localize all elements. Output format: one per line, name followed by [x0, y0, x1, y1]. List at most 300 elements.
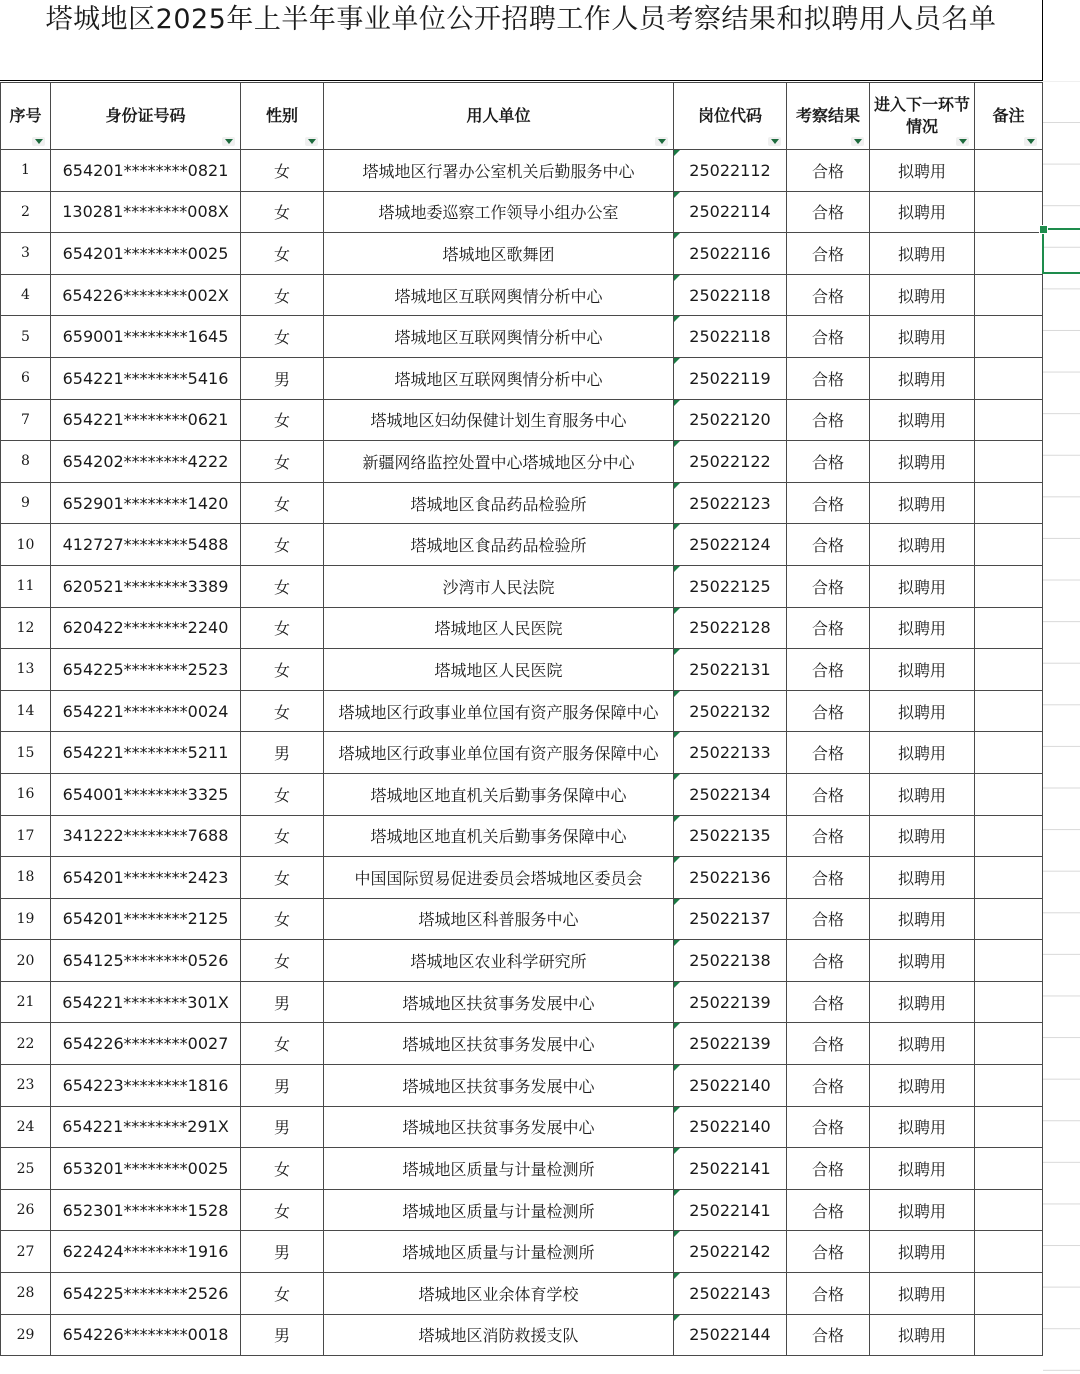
cell-id-number[interactable]: 654221********0024	[51, 690, 241, 732]
cell-gender[interactable]: 女	[241, 649, 324, 691]
table-row	[1, 690, 1043, 732]
cell-result[interactable]: 合格	[787, 233, 870, 275]
cell-next-step[interactable]: 拟聘用	[870, 1189, 975, 1231]
cell-result[interactable]: 合格	[787, 607, 870, 649]
cell-remarks[interactable]	[975, 357, 1043, 399]
cell-next-step[interactable]: 拟聘用	[870, 898, 975, 940]
cell-gender[interactable]: 男	[241, 732, 324, 774]
cell-gender[interactable]: 男	[241, 1065, 324, 1107]
cell-position-code[interactable]: 25022118	[674, 316, 787, 358]
table-row	[1, 441, 1043, 483]
cell-index[interactable]: 23	[1, 1065, 51, 1107]
cell-next-step[interactable]: 拟聘用	[870, 441, 975, 483]
cell-gender[interactable]: 女	[241, 1148, 324, 1190]
cell-employer[interactable]: 塔城地区扶贫事务发展中心	[324, 1106, 674, 1148]
cell-remarks[interactable]	[975, 1023, 1043, 1065]
cell-id-number[interactable]: 654225********2526	[51, 1273, 241, 1315]
cell-result[interactable]: 合格	[787, 773, 870, 815]
cell-next-step[interactable]: 拟聘用	[870, 607, 975, 649]
cell-id-number[interactable]: 654125********0526	[51, 940, 241, 982]
cell-gender[interactable]: 女	[241, 1023, 324, 1065]
cell-result[interactable]: 合格	[787, 1231, 870, 1273]
cell-position-code[interactable]: 25022116	[674, 233, 787, 275]
header-id-number[interactable]: 身份证号码	[51, 83, 241, 150]
cell-position-code[interactable]: 25022140	[674, 1106, 787, 1148]
cell-remarks[interactable]	[975, 441, 1043, 483]
cell-result[interactable]: 合格	[787, 316, 870, 358]
cell-id-number[interactable]: 654221********0621	[51, 399, 241, 441]
cell-employer[interactable]: 塔城地区妇幼保健计划生育服务中心	[324, 399, 674, 441]
cell-id-number[interactable]: 654225********2523	[51, 649, 241, 691]
cell-remarks[interactable]	[975, 1106, 1043, 1148]
cell-employer[interactable]: 塔城地区人民医院	[324, 607, 674, 649]
cell-index[interactable]: 6	[1, 357, 51, 399]
cell-position-code[interactable]: 25022118	[674, 274, 787, 316]
table-row	[1, 399, 1043, 441]
cell-id-number[interactable]: 654226********0018	[51, 1314, 241, 1356]
cell-position-code[interactable]: 25022112	[674, 150, 787, 192]
cell-id-number[interactable]: 341222********7688	[51, 815, 241, 857]
cell-id-number[interactable]: 654226********0027	[51, 1023, 241, 1065]
cell-index[interactable]: 20	[1, 940, 51, 982]
cell-remarks[interactable]	[975, 690, 1043, 732]
cell-position-code[interactable]: 25022131	[674, 649, 787, 691]
cell-employer[interactable]: 塔城地区互联网舆情分析中心	[324, 274, 674, 316]
number-as-text-indicator	[674, 732, 680, 738]
cell-gender[interactable]: 女	[241, 274, 324, 316]
cell-next-step[interactable]: 拟聘用	[870, 690, 975, 732]
cell-gender[interactable]: 男	[241, 1314, 324, 1356]
cell-id-number[interactable]: 654221********301X	[51, 981, 241, 1023]
cell-gender[interactable]: 男	[241, 1106, 324, 1148]
table-row	[1, 815, 1043, 857]
cell-employer[interactable]: 塔城地区质量与计量检测所	[324, 1189, 674, 1231]
filter-dropdown-icon[interactable]	[956, 137, 969, 146]
cell-next-step[interactable]: 拟聘用	[870, 482, 975, 524]
cell-index[interactable]: 1	[1, 150, 51, 192]
cell-remarks[interactable]	[975, 482, 1043, 524]
cell-id-number[interactable]: 654202********4222	[51, 441, 241, 483]
table-row	[1, 1023, 1043, 1065]
table-row	[1, 1106, 1043, 1148]
cell-employer[interactable]: 塔城地区地直机关后勤事务保障中心	[324, 815, 674, 857]
cell-remarks[interactable]	[975, 1189, 1043, 1231]
table-row	[1, 233, 1043, 275]
results-table	[0, 82, 1043, 1356]
number-as-text-indicator	[674, 857, 680, 863]
cell-next-step[interactable]: 拟聘用	[870, 150, 975, 192]
cell-employer[interactable]: 塔城地区行政事业单位国有资产服务保障中心	[324, 690, 674, 732]
cell-employer[interactable]: 新疆网络监控处置中心塔城地区分中心	[324, 441, 674, 483]
cell-result[interactable]: 合格	[787, 150, 870, 192]
filter-dropdown-icon[interactable]	[768, 137, 781, 146]
cell-id-number[interactable]: 654201********2423	[51, 857, 241, 899]
cell-employer[interactable]: 塔城地区人民医院	[324, 649, 674, 691]
cell-gender[interactable]: 男	[241, 981, 324, 1023]
cell-remarks[interactable]	[975, 732, 1043, 774]
cell-remarks[interactable]	[975, 1273, 1043, 1315]
table-row	[1, 1231, 1043, 1273]
cell-result[interactable]: 合格	[787, 940, 870, 982]
cell-position-code[interactable]: 25022134	[674, 773, 787, 815]
cell-result[interactable]: 合格	[787, 857, 870, 899]
cell-index[interactable]: 11	[1, 565, 51, 607]
cell-index[interactable]: 28	[1, 1273, 51, 1315]
header-position-code[interactable]: 岗位代码	[674, 83, 787, 150]
cell-remarks[interactable]	[975, 274, 1043, 316]
number-as-text-indicator	[674, 483, 680, 489]
cell-remarks[interactable]	[975, 857, 1043, 899]
number-as-text-indicator	[674, 192, 680, 198]
cell-position-code[interactable]: 25022123	[674, 482, 787, 524]
cell-index[interactable]: 12	[1, 607, 51, 649]
cell-index[interactable]: 9	[1, 482, 51, 524]
cell-next-step[interactable]: 拟聘用	[870, 815, 975, 857]
cell-index[interactable]: 10	[1, 524, 51, 566]
cell-result[interactable]: 合格	[787, 690, 870, 732]
cell-employer[interactable]: 塔城地区扶贫事务发展中心	[324, 1023, 674, 1065]
cell-employer[interactable]: 塔城地区质量与计量检测所	[324, 1231, 674, 1273]
cell-remarks[interactable]	[975, 607, 1043, 649]
cell-id-number[interactable]: 652901********1420	[51, 482, 241, 524]
cell-next-step[interactable]: 拟聘用	[870, 940, 975, 982]
cell-id-number[interactable]: 412727********5488	[51, 524, 241, 566]
cell-next-step[interactable]: 拟聘用	[870, 1273, 975, 1315]
cell-id-number[interactable]: 654223********1816	[51, 1065, 241, 1107]
cell-gender[interactable]: 女	[241, 191, 324, 233]
cell-gender[interactable]: 女	[241, 773, 324, 815]
cell-remarks[interactable]	[975, 649, 1043, 691]
cell-gender[interactable]: 女	[241, 607, 324, 649]
table-row	[1, 1065, 1043, 1107]
cell-result[interactable]: 合格	[787, 441, 870, 483]
cell-index[interactable]: 16	[1, 773, 51, 815]
cell-id-number[interactable]: 653201********0025	[51, 1148, 241, 1190]
cell-index[interactable]: 13	[1, 649, 51, 691]
header-row	[1, 83, 1043, 150]
table-row	[1, 1314, 1043, 1356]
cell-next-step[interactable]: 拟聘用	[870, 357, 975, 399]
cell-position-code[interactable]: 25022125	[674, 565, 787, 607]
cell-employer[interactable]: 塔城地区食品药品检验所	[324, 524, 674, 566]
header-remarks[interactable]: 备注	[975, 83, 1043, 150]
cell-result[interactable]: 合格	[787, 815, 870, 857]
cell-remarks[interactable]	[975, 1148, 1043, 1190]
cell-id-number[interactable]: 130281********008X	[51, 191, 241, 233]
filter-dropdown-icon[interactable]	[32, 137, 45, 146]
cell-position-code[interactable]: 25022122	[674, 441, 787, 483]
cell-result[interactable]: 合格	[787, 1148, 870, 1190]
table-row	[1, 732, 1043, 774]
cell-result[interactable]: 合格	[787, 898, 870, 940]
table-row	[1, 274, 1043, 316]
number-as-text-indicator	[674, 1273, 680, 1279]
header-next-step[interactable]: 进入下一环节情况	[870, 83, 975, 150]
cell-remarks[interactable]	[975, 940, 1043, 982]
table-row	[1, 357, 1043, 399]
cell-position-code[interactable]: 25022141	[674, 1189, 787, 1231]
cell-remarks[interactable]	[975, 399, 1043, 441]
cell-index[interactable]: 7	[1, 399, 51, 441]
cell-gender[interactable]: 女	[241, 150, 324, 192]
cell-index[interactable]: 27	[1, 1231, 51, 1273]
cell-result[interactable]: 合格	[787, 191, 870, 233]
cell-next-step[interactable]: 拟聘用	[870, 1023, 975, 1065]
cell-index[interactable]: 18	[1, 857, 51, 899]
filter-dropdown-icon[interactable]	[305, 137, 318, 146]
cell-result[interactable]: 合格	[787, 732, 870, 774]
cell-gender[interactable]: 女	[241, 1189, 324, 1231]
cell-employer[interactable]: 塔城地区互联网舆情分析中心	[324, 357, 674, 399]
cell-gender[interactable]: 女	[241, 399, 324, 441]
cell-position-code[interactable]: 25022114	[674, 191, 787, 233]
cell-employer[interactable]: 塔城地区行政事业单位国有资产服务保障中心	[324, 732, 674, 774]
cell-gender[interactable]: 女	[241, 898, 324, 940]
cell-id-number[interactable]: 622424********1916	[51, 1231, 241, 1273]
cell-position-code[interactable]: 25022133	[674, 732, 787, 774]
cell-position-code[interactable]: 25022132	[674, 690, 787, 732]
number-as-text-indicator	[674, 1190, 680, 1196]
cell-id-number[interactable]: 620422********2240	[51, 607, 241, 649]
cell-next-step[interactable]: 拟聘用	[870, 1148, 975, 1190]
table-row	[1, 482, 1043, 524]
cell-next-step[interactable]: 拟聘用	[870, 524, 975, 566]
number-as-text-indicator	[674, 1315, 680, 1321]
cell-index[interactable]: 8	[1, 441, 51, 483]
cell-id-number[interactable]: 620521********3389	[51, 565, 241, 607]
cell-position-code[interactable]: 25022144	[674, 1314, 787, 1356]
table-row	[1, 524, 1043, 566]
cell-next-step[interactable]: 拟聘用	[870, 732, 975, 774]
header-result[interactable]: 考察结果	[787, 83, 870, 150]
cell-position-code[interactable]: 25022136	[674, 857, 787, 899]
cell-index[interactable]: 22	[1, 1023, 51, 1065]
cell-id-number[interactable]: 654221********291X	[51, 1106, 241, 1148]
filter-dropdown-icon[interactable]	[851, 137, 864, 146]
cell-index[interactable]: 2	[1, 191, 51, 233]
cell-gender[interactable]: 女	[241, 524, 324, 566]
number-as-text-indicator	[674, 1231, 680, 1237]
cell-position-code[interactable]: 25022139	[674, 1023, 787, 1065]
cell-index[interactable]: 19	[1, 898, 51, 940]
cell-next-step[interactable]: 拟聘用	[870, 857, 975, 899]
table-row	[1, 1273, 1043, 1315]
cell-id-number[interactable]: 654201********2125	[51, 898, 241, 940]
cell-next-step[interactable]: 拟聘用	[870, 1314, 975, 1356]
cell-index[interactable]: 3	[1, 233, 51, 275]
cell-index[interactable]: 17	[1, 815, 51, 857]
cell-next-step[interactable]: 拟聘用	[870, 191, 975, 233]
cell-position-code[interactable]: 25022137	[674, 898, 787, 940]
cell-next-step[interactable]: 拟聘用	[870, 399, 975, 441]
cell-employer[interactable]: 沙湾市人民法院	[324, 565, 674, 607]
cell-next-step[interactable]: 拟聘用	[870, 773, 975, 815]
cell-next-step[interactable]: 拟聘用	[870, 1065, 975, 1107]
cell-position-code[interactable]: 25022119	[674, 357, 787, 399]
cell-result[interactable]: 合格	[787, 1189, 870, 1231]
number-as-text-indicator	[674, 566, 680, 572]
cell-remarks[interactable]	[975, 565, 1043, 607]
number-as-text-indicator	[674, 524, 680, 530]
cell-employer[interactable]: 塔城地区质量与计量检测所	[324, 1148, 674, 1190]
cell-result[interactable]: 合格	[787, 565, 870, 607]
cell-employer[interactable]: 塔城地区歌舞团	[324, 233, 674, 275]
cell-gender[interactable]: 女	[241, 690, 324, 732]
cell-id-number[interactable]: 654221********5416	[51, 357, 241, 399]
header-gender[interactable]: 性别	[241, 83, 324, 150]
number-as-text-indicator	[674, 316, 680, 322]
header-index[interactable]: 序号	[1, 83, 51, 150]
cell-index[interactable]: 4	[1, 274, 51, 316]
sheet-title: 塔城地区2025年上半年事业单位公开招聘工作人员考察结果和拟聘用人员名单	[0, 0, 1043, 81]
cell-result[interactable]: 合格	[787, 1314, 870, 1356]
cell-next-step[interactable]: 拟聘用	[870, 274, 975, 316]
cell-next-step[interactable]: 拟聘用	[870, 981, 975, 1023]
number-as-text-indicator	[674, 940, 680, 946]
number-as-text-indicator	[674, 899, 680, 905]
cell-next-step[interactable]: 拟聘用	[870, 316, 975, 358]
cell-remarks[interactable]	[975, 815, 1043, 857]
cell-index[interactable]: 21	[1, 981, 51, 1023]
cell-remarks[interactable]	[975, 524, 1043, 566]
cell-next-step[interactable]: 拟聘用	[870, 649, 975, 691]
number-as-text-indicator	[674, 441, 680, 447]
cell-remarks[interactable]	[975, 1314, 1043, 1356]
number-as-text-indicator	[674, 691, 680, 697]
table-row	[1, 898, 1043, 940]
cell-result[interactable]: 合格	[787, 399, 870, 441]
number-as-text-indicator	[674, 1023, 680, 1029]
filter-dropdown-icon[interactable]	[655, 137, 668, 146]
cell-id-number[interactable]: 654201********0025	[51, 233, 241, 275]
cell-next-step[interactable]: 拟聘用	[870, 1231, 975, 1273]
cell-position-code[interactable]: 25022120	[674, 399, 787, 441]
number-as-text-indicator	[674, 233, 680, 239]
cell-result[interactable]: 合格	[787, 274, 870, 316]
table-row	[1, 565, 1043, 607]
cell-remarks[interactable]	[975, 233, 1043, 275]
cell-employer[interactable]: 塔城地区地直机关后勤事务保障中心	[324, 773, 674, 815]
cell-position-code[interactable]: 25022135	[674, 815, 787, 857]
cell-position-code[interactable]: 25022142	[674, 1231, 787, 1273]
cell-remarks[interactable]	[975, 316, 1043, 358]
cell-employer[interactable]: 塔城地区扶贫事务发展中心	[324, 981, 674, 1023]
cell-remarks[interactable]	[975, 981, 1043, 1023]
filter-dropdown-icon[interactable]	[222, 137, 235, 146]
cell-result[interactable]: 合格	[787, 1106, 870, 1148]
cell-employer[interactable]: 塔城地委巡察工作领导小组办公室	[324, 191, 674, 233]
cell-id-number[interactable]: 654201********0821	[51, 150, 241, 192]
cell-index[interactable]: 24	[1, 1106, 51, 1148]
table-row	[1, 1148, 1043, 1190]
cell-gender[interactable]: 女	[241, 565, 324, 607]
cell-employer[interactable]: 塔城地区业余体育学校	[324, 1273, 674, 1315]
cell-gender[interactable]: 女	[241, 857, 324, 899]
fill-handle[interactable]	[1039, 225, 1048, 234]
cell-gender[interactable]: 女	[241, 1273, 324, 1315]
cell-position-code[interactable]: 25022141	[674, 1148, 787, 1190]
cell-result[interactable]: 合格	[787, 1023, 870, 1065]
number-as-text-indicator	[674, 816, 680, 822]
cell-employer[interactable]: 塔城地区农业科学研究所	[324, 940, 674, 982]
cell-remarks[interactable]	[975, 898, 1043, 940]
cell-gender[interactable]: 女	[241, 482, 324, 524]
cell-gender[interactable]: 男	[241, 357, 324, 399]
number-as-text-indicator	[674, 400, 680, 406]
filter-dropdown-icon[interactable]	[1024, 137, 1037, 146]
number-as-text-indicator	[674, 1148, 680, 1154]
cell-employer[interactable]: 塔城地区互联网舆情分析中心	[324, 316, 674, 358]
cell-gender[interactable]: 女	[241, 940, 324, 982]
cell-position-code[interactable]: 25022140	[674, 1065, 787, 1107]
cell-gender[interactable]: 男	[241, 1231, 324, 1273]
table-row	[1, 1189, 1043, 1231]
cell-result[interactable]: 合格	[787, 1273, 870, 1315]
cell-remarks[interactable]	[975, 191, 1043, 233]
cell-next-step[interactable]: 拟聘用	[870, 565, 975, 607]
cell-remarks[interactable]	[975, 150, 1043, 192]
cell-gender[interactable]: 女	[241, 316, 324, 358]
cell-index[interactable]: 5	[1, 316, 51, 358]
header-employer[interactable]: 用人单位	[324, 83, 674, 150]
cell-result[interactable]: 合格	[787, 357, 870, 399]
number-as-text-indicator	[674, 649, 680, 655]
cell-index[interactable]: 14	[1, 690, 51, 732]
cell-gender[interactable]: 女	[241, 441, 324, 483]
cell-remarks[interactable]	[975, 773, 1043, 815]
cell-position-code[interactable]: 25022128	[674, 607, 787, 649]
cell-next-step[interactable]: 拟聘用	[870, 233, 975, 275]
table-row	[1, 981, 1043, 1023]
cell-employer[interactable]: 塔城地区扶贫事务发展中心	[324, 1065, 674, 1107]
cell-index[interactable]: 29	[1, 1314, 51, 1356]
cell-position-code[interactable]: 25022143	[674, 1273, 787, 1315]
cell-result[interactable]: 合格	[787, 524, 870, 566]
cell-position-code[interactable]: 25022139	[674, 981, 787, 1023]
number-as-text-indicator	[674, 608, 680, 614]
cell-index[interactable]: 25	[1, 1148, 51, 1190]
cell-position-code[interactable]: 25022124	[674, 524, 787, 566]
cell-employer[interactable]: 塔城地区消防救援支队	[324, 1314, 674, 1356]
number-as-text-indicator	[674, 1065, 680, 1071]
cell-employer[interactable]: 塔城地区行署办公室机关后勤服务中心	[324, 150, 674, 192]
cell-next-step[interactable]: 拟聘用	[870, 1106, 975, 1148]
cell-id-number[interactable]: 652301********1528	[51, 1189, 241, 1231]
cell-employer[interactable]: 塔城地区食品药品检验所	[324, 482, 674, 524]
cell-employer[interactable]: 塔城地区科普服务中心	[324, 898, 674, 940]
cell-id-number[interactable]: 654001********3325	[51, 773, 241, 815]
cell-remarks[interactable]	[975, 1065, 1043, 1107]
cell-position-code[interactable]: 25022138	[674, 940, 787, 982]
cell-result[interactable]: 合格	[787, 981, 870, 1023]
cell-id-number[interactable]: 654221********5211	[51, 732, 241, 774]
cell-employer[interactable]: 中国国际贸易促进委员会塔城地区委员会	[324, 857, 674, 899]
number-as-text-indicator	[674, 358, 680, 364]
cell-index[interactable]: 15	[1, 732, 51, 774]
cell-id-number[interactable]: 654226********002X	[51, 274, 241, 316]
table-row	[1, 191, 1043, 233]
cell-result[interactable]: 合格	[787, 1065, 870, 1107]
cell-result[interactable]: 合格	[787, 482, 870, 524]
cell-gender[interactable]: 女	[241, 233, 324, 275]
cell-remarks[interactable]	[975, 1231, 1043, 1273]
cell-gender[interactable]: 女	[241, 815, 324, 857]
cell-result[interactable]: 合格	[787, 649, 870, 691]
cell-selection[interactable]	[1042, 228, 1080, 274]
table-row	[1, 607, 1043, 649]
cell-index[interactable]: 26	[1, 1189, 51, 1231]
cell-id-number[interactable]: 659001********1645	[51, 316, 241, 358]
